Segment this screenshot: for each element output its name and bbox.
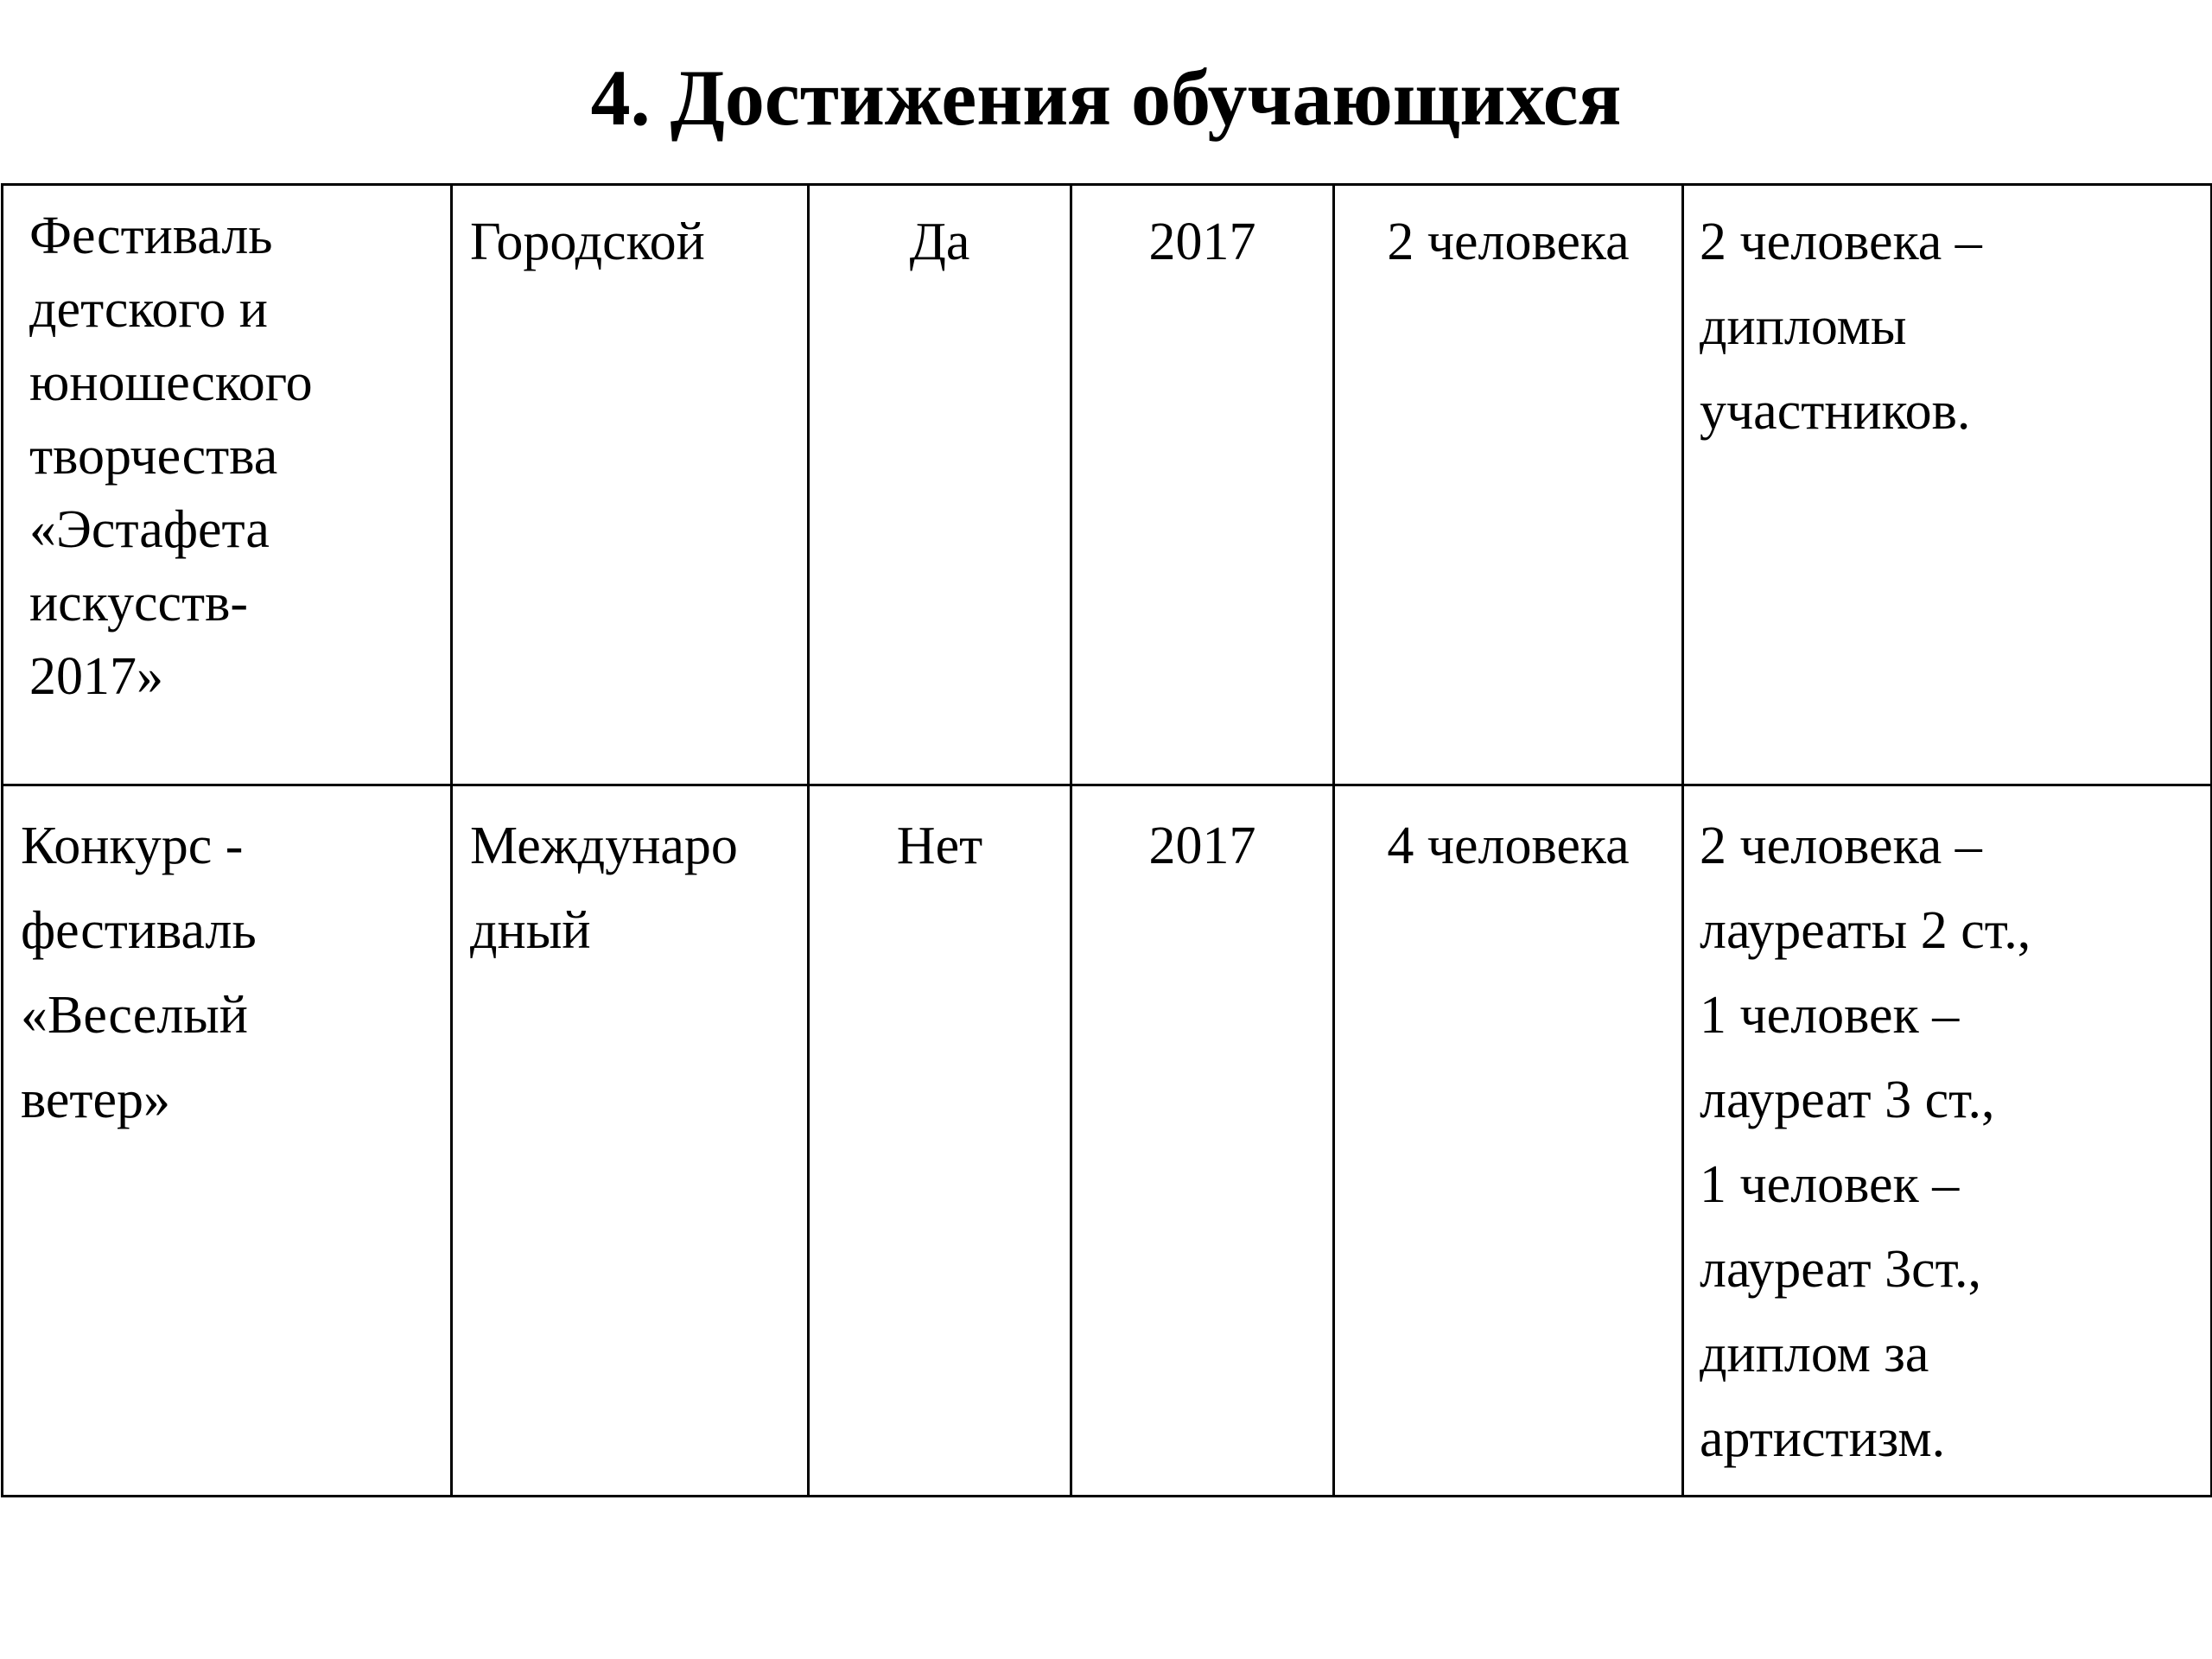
participants-count: 4 человека: [1387, 817, 1630, 875]
level-cell: [452, 785, 809, 1497]
event-level: Городской: [470, 213, 705, 271]
result-cell: [1683, 785, 2212, 1497]
event-name: Конкурс - фестиваль «Веселый ветер»: [21, 817, 257, 1129]
result-cell: [1683, 185, 2212, 785]
event-year: 2017: [1148, 213, 1256, 271]
event-cell: [3, 785, 452, 1497]
participants-count: 2 человека: [1387, 213, 1630, 271]
participants-cell: [1334, 185, 1683, 785]
event-name: Фестиваль детского и юношеского творчества «Эстафета искусств- 2017»: [29, 207, 313, 706]
year-cell: [1071, 185, 1334, 785]
event-flag: Да: [909, 213, 970, 271]
event-flag: Нет: [896, 817, 983, 875]
table-row: [3, 185, 2212, 785]
event-level: Междунаро дный: [470, 817, 738, 960]
flag-cell: [809, 185, 1071, 785]
event-year: 2017: [1148, 817, 1256, 875]
level-cell: [452, 185, 809, 785]
table-row: [3, 785, 2212, 1497]
flag-cell: [809, 785, 1071, 1497]
achievements-table: [1, 183, 2212, 1497]
year-cell: [1071, 785, 1334, 1497]
participants-cell: [1334, 785, 1683, 1497]
event-cell: [3, 185, 452, 785]
event-result: 2 человека – лауреаты 2 ст., 1 человек – лауреат 3 ст., 1 человек – лауреат 3ст., диплом за артистизм.: [1700, 817, 2031, 1468]
page-title: 4. Достижения обучающихся: [590, 54, 1622, 142]
event-result: 2 человека – дипломы участников.: [1700, 213, 1982, 441]
